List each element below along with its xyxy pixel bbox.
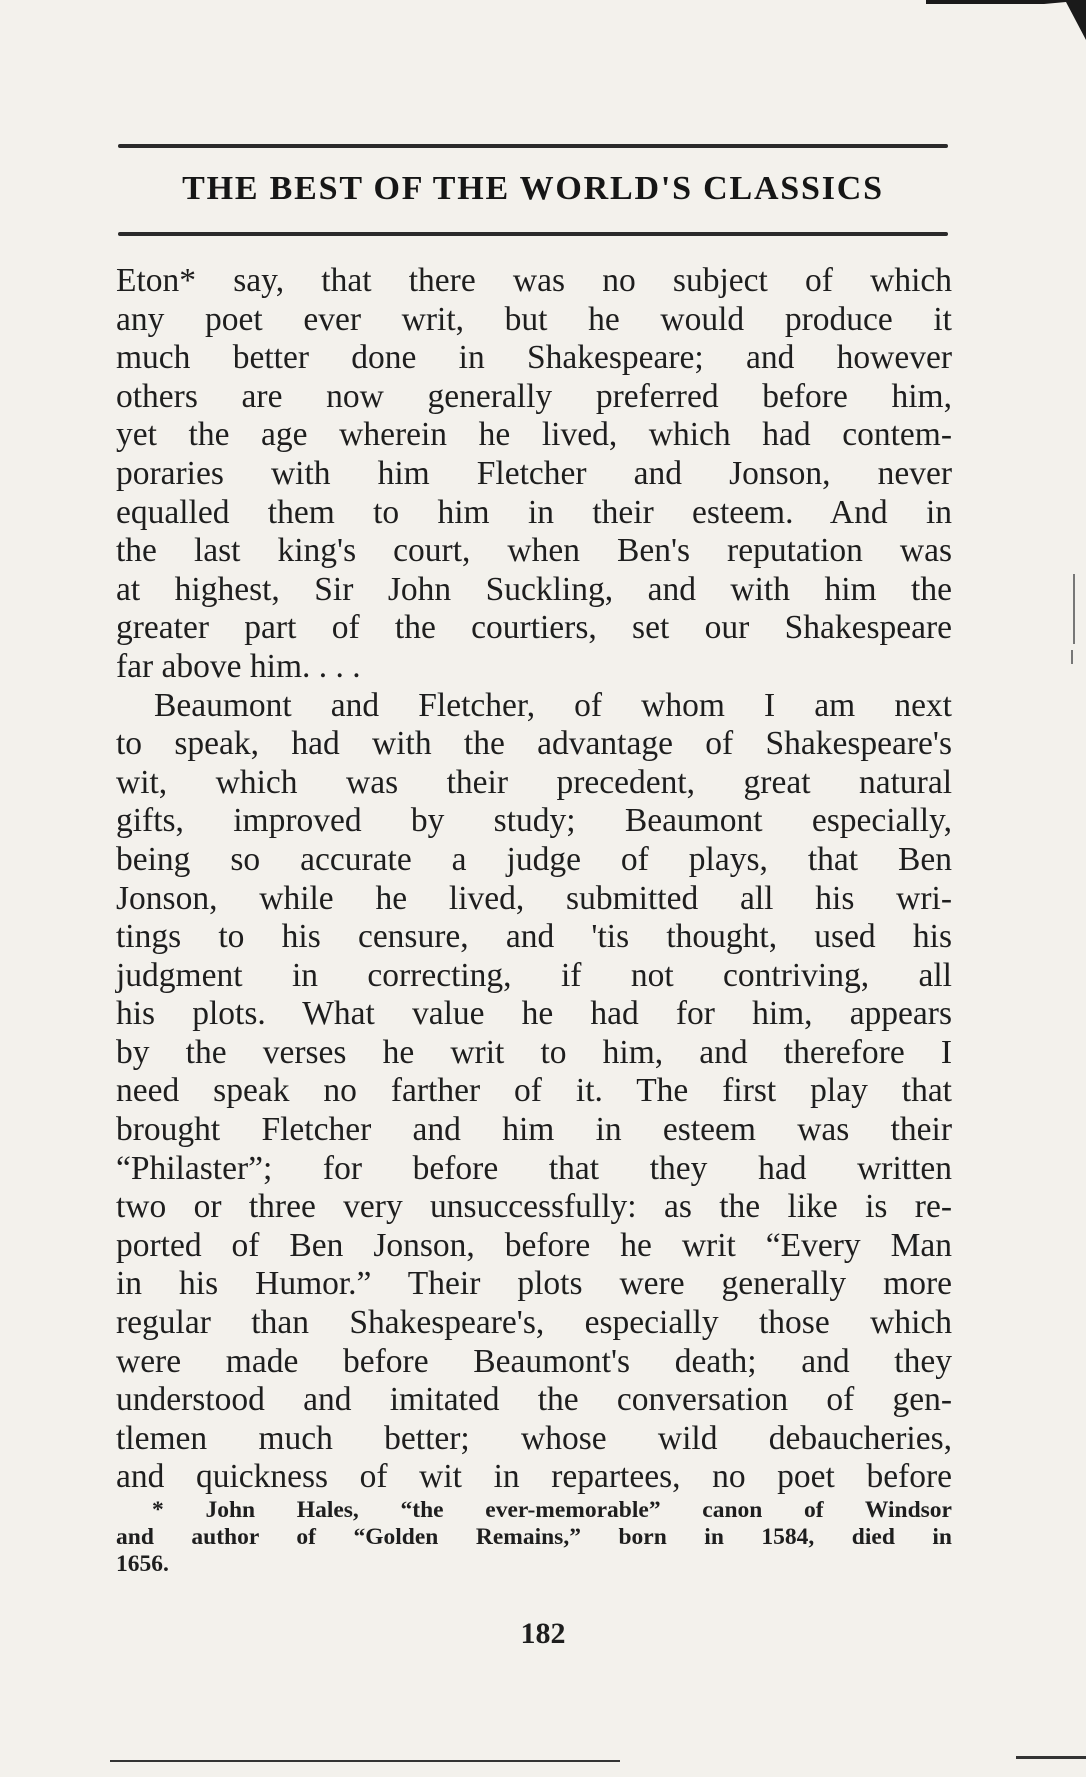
text-line: being so accurate a judge of plays, that Ben (116, 840, 952, 878)
bottom-rule (110, 1760, 620, 1762)
text-line: “Philaster”; for before that they had written (116, 1149, 952, 1187)
text-line: in his Humor.” Their plots were generally more (116, 1265, 952, 1303)
text-line: were made before Beaumont's death; and they (116, 1342, 952, 1380)
text-line: brought Fletcher and him in esteem was their (116, 1111, 952, 1149)
text-line: wit, which was their precedent, great natural (116, 763, 952, 801)
text-line: and quickness of wit in repartees, no poet before (116, 1458, 952, 1496)
text-line: the last king's court, when Ben's reputation was (116, 532, 952, 570)
text-line: ported of Ben Jonson, before he writ “Every Man (116, 1226, 952, 1264)
text-line: much better done in Shakespeare; and however (116, 339, 952, 377)
text-line: tings to his censure, and 'tis thought, used his (116, 918, 952, 956)
text-line: tlemen much better; whose wild debaucheries, (116, 1419, 952, 1457)
text-line: to speak, had with the advantage of Shakespeare's (116, 725, 952, 763)
margin-mark (1073, 574, 1075, 644)
text-line: others are now generally preferred before him, (116, 377, 952, 415)
page-corner-mark (926, 0, 1086, 40)
footnote-line: and author of “Golden Remains,” born in 1584, died in (116, 1524, 952, 1550)
text-line: far above him. . . . (116, 647, 361, 685)
paragraph-1 (116, 262, 952, 687)
text-line: any poet ever writ, but he would produce it (116, 300, 952, 338)
paragraph-2 (116, 687, 952, 1497)
margin-mark (1071, 650, 1073, 664)
text-line: by the verses he writ to him, and therefore I (116, 1033, 952, 1071)
text-line: equalled them to him in their esteem. And in (116, 493, 952, 531)
text-line: his plots. What value he had for him, appears (116, 995, 952, 1033)
text-line: at highest, Sir John Suckling, and with him the (116, 570, 952, 608)
text-line: Jonson, while he lived, submitted all his wri- (116, 879, 952, 917)
header-top-rule (118, 144, 948, 148)
text-line: need speak no farther of it. The first play that (116, 1072, 952, 1110)
text-line: yet the age wherein he lived, which had contem- (116, 416, 952, 454)
footnote-line: 1656. (116, 1551, 169, 1577)
text-line: greater part of the courtiers, set our Shakespeare (116, 609, 952, 647)
bottom-right-rule (1016, 1756, 1086, 1759)
text-line: judgment in correcting, if not contriving, all (116, 956, 952, 994)
page-number: 182 (520, 1617, 566, 1650)
text-line: gifts, improved by study; Beaumont especially, (116, 802, 952, 840)
running-head: THE BEST OF THE WORLD'S CLASSICS (182, 170, 884, 207)
header-bottom-rule (118, 232, 948, 236)
footnote-line: * John Hales, “the ever-memorable” canon of Windsor (152, 1497, 952, 1523)
text-line: two or three very unsuccessfully: as the like is re- (116, 1188, 952, 1226)
text-line: Beaumont and Fletcher, of whom I am next (154, 686, 952, 724)
body-text (116, 262, 952, 1497)
text-line: understood and imitated the conversation of gen- (116, 1381, 952, 1419)
text-line: Eton* say, that there was no subject of which (116, 262, 952, 299)
text-line: regular than Shakespeare's, especially those which (116, 1304, 952, 1342)
footnote (116, 1497, 952, 1578)
text-line: poraries with him Fletcher and Jonson, never (116, 454, 952, 492)
